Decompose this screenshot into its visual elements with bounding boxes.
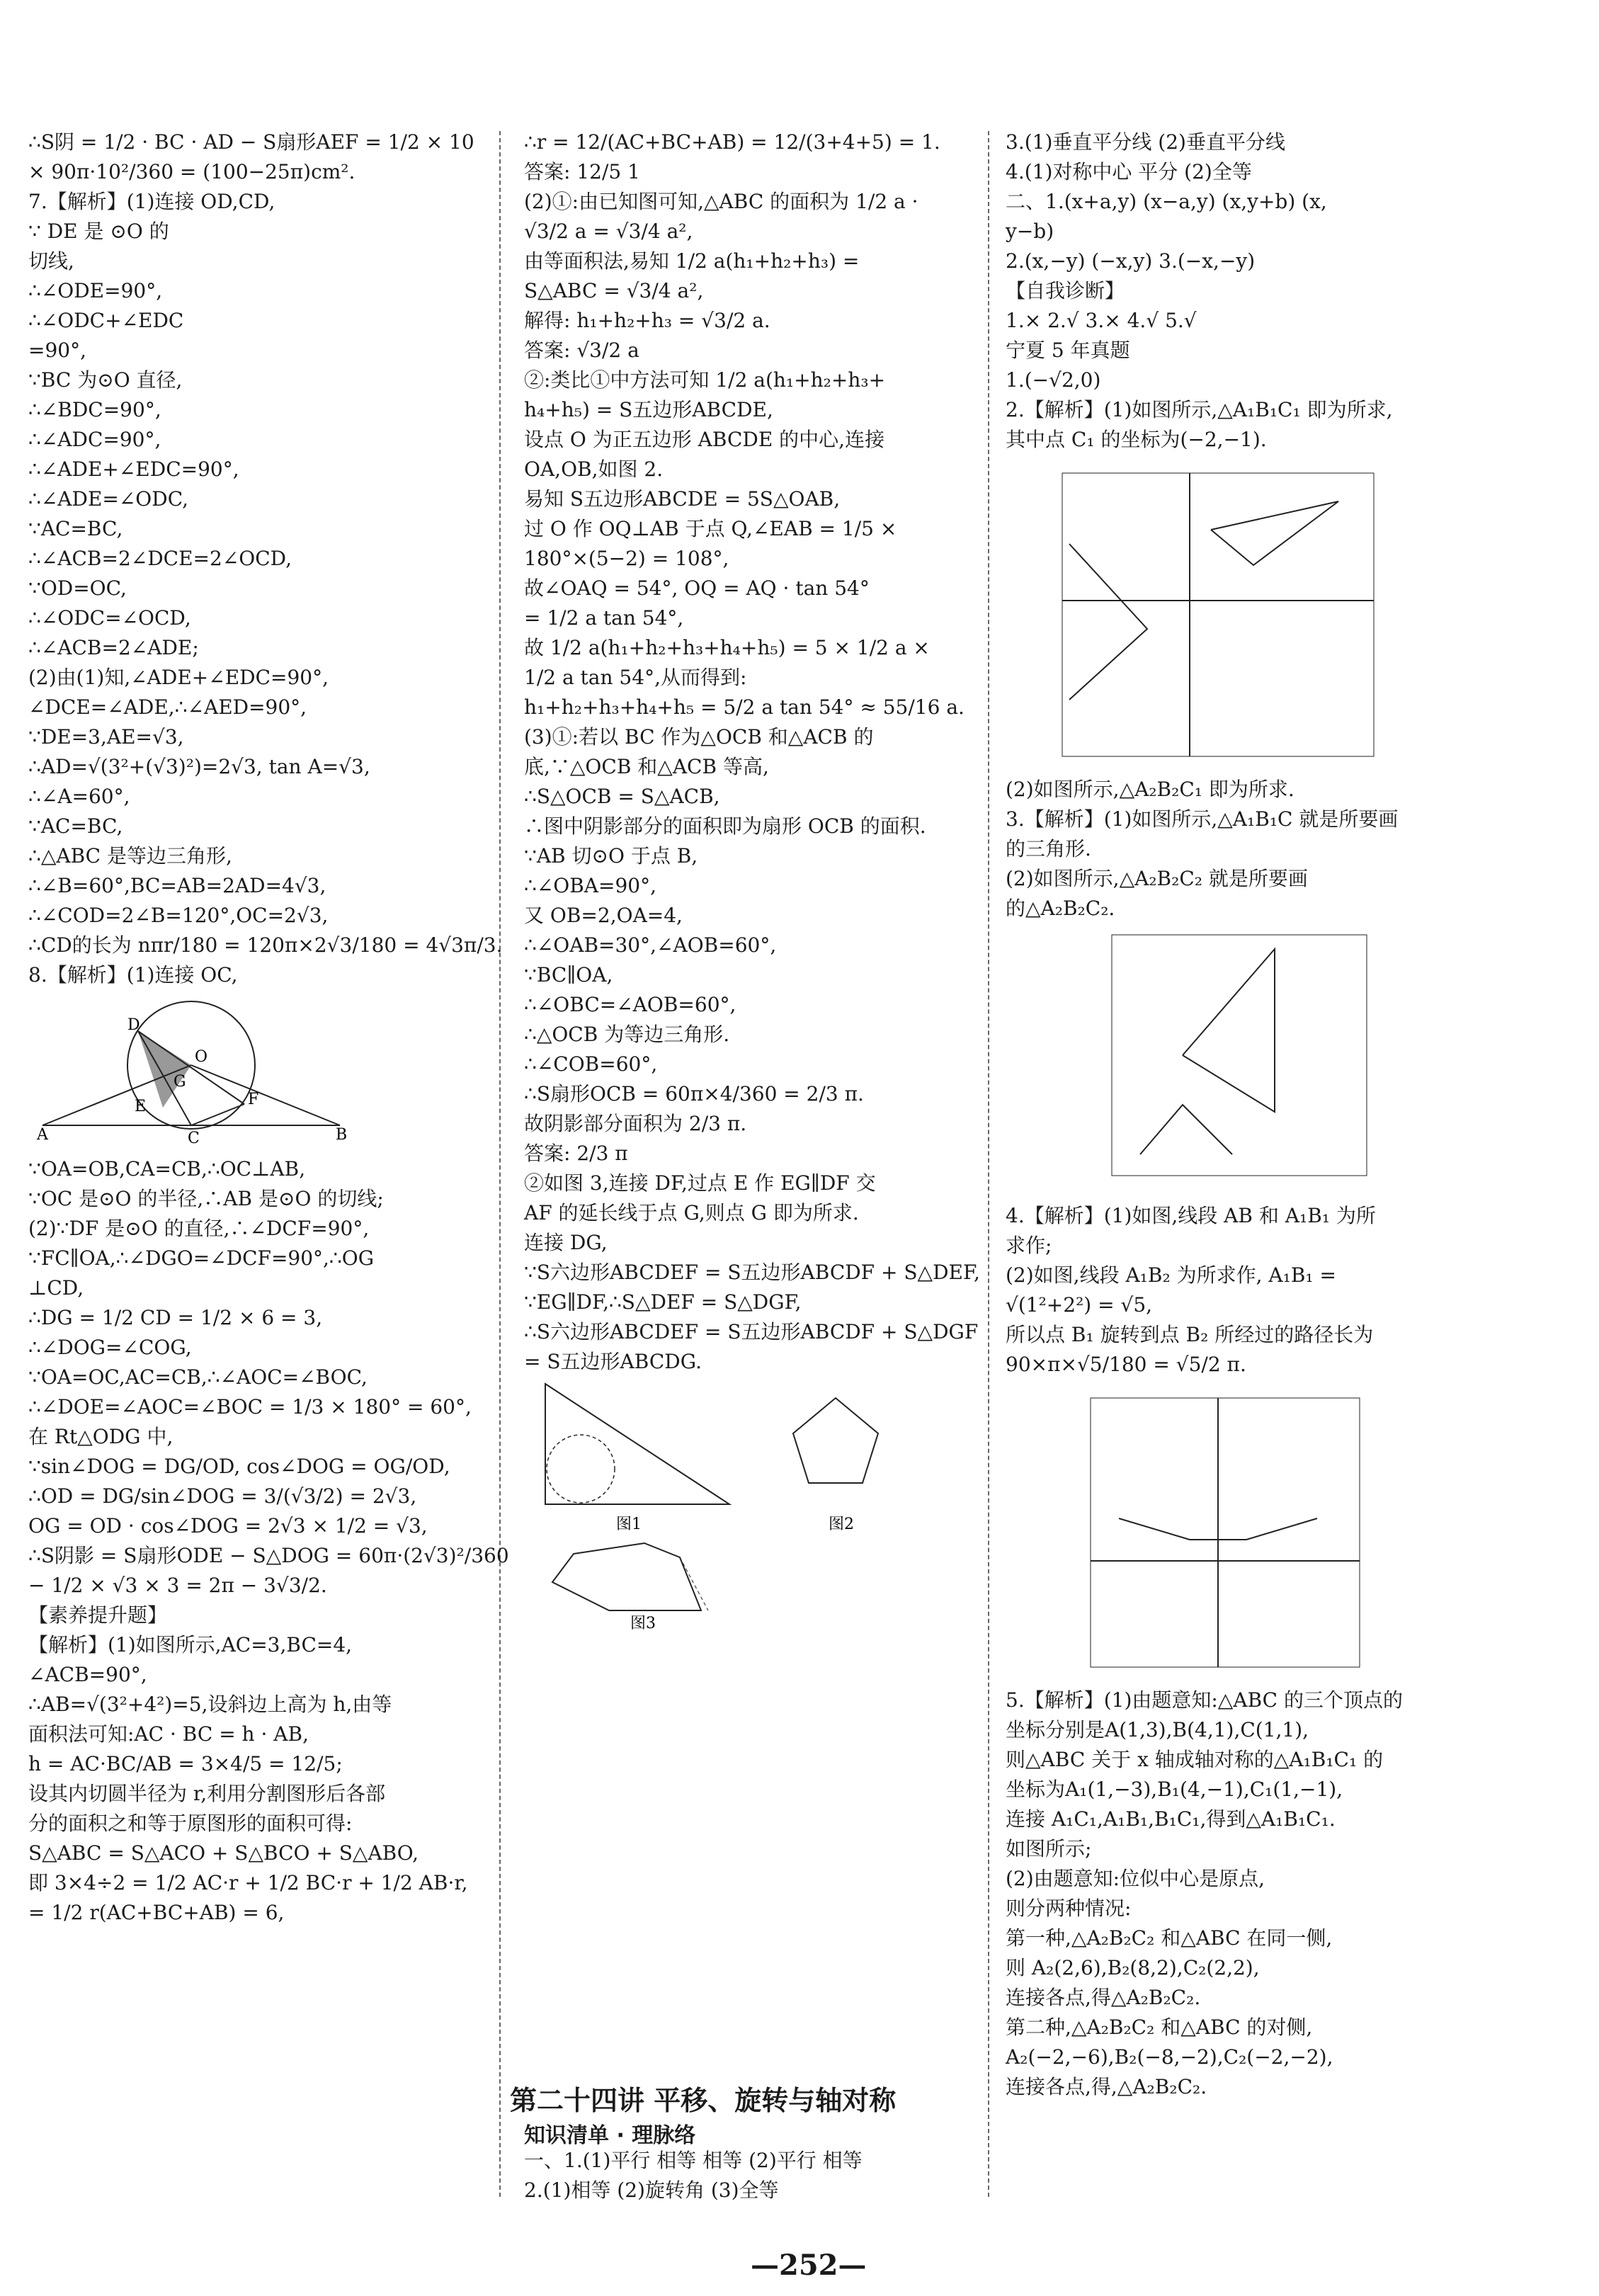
text-line: ∴图中阴影部分的面积即为扇形 OCB 的面积. xyxy=(524,814,926,838)
text-line: 坐标为A₁(1,−3),B₁(4,−1),C₁(1,−1), xyxy=(1006,1778,1343,1801)
text-line: 连接各点,得,△A₂B₂C₂. xyxy=(1006,2075,1207,2098)
text-line: ∴r = 12/(AC+BC+AB) = 12/(3+4+5) = 1. xyxy=(524,130,940,154)
text-line: (2)由(1)知,∠ADE+∠EDC=90°, xyxy=(28,666,329,689)
text-line: 1.× 2.√ 3.× 4.√ 5.√ xyxy=(1006,309,1197,332)
text-line: ∴∠ADE=∠ODC, xyxy=(28,487,189,511)
text-line: 连接 A₁C₁,A₁B₁,B₁C₁,得到△A₁B₁C₁. xyxy=(1006,1807,1336,1831)
text-line: ∴S△OCB = S△ACB, xyxy=(524,785,720,808)
figure-3-caption: 图3 xyxy=(630,1615,656,1632)
text-line: OA,OB,如图 2. xyxy=(524,458,664,481)
text-line: 连接 DG, xyxy=(524,1231,608,1254)
text-line: 一、1.(1)平行 相等 相等 (2)平行 相等 xyxy=(524,2149,863,2172)
text-line: ∴∠ODC=∠OCD, xyxy=(28,606,191,630)
text-line: 则分两种情况: xyxy=(1006,1897,1132,1920)
text-line: 【素养提升题】 xyxy=(28,1603,168,1627)
text-line: 8.【解析】(1)连接 OC, xyxy=(28,963,238,987)
text-line: 故阴影部分面积为 2/3 π. xyxy=(524,1112,747,1135)
grid-figure-4 xyxy=(1076,1384,1374,1681)
text-line: 的△A₂B₂C₂. xyxy=(1006,897,1115,920)
text-line: ∵EG∥DF,∴S△DEF = S△DGF, xyxy=(524,1290,802,1314)
text-line: 切线, xyxy=(28,249,74,273)
geometry-figures xyxy=(524,1377,977,1632)
text-line: ②如图 3,连接 DF,过点 E 作 EG∥DF 交 xyxy=(524,1171,876,1195)
text-line: = S五边形ABCDG. xyxy=(524,1350,702,1373)
text-line: ∴∠A=60°, xyxy=(28,785,130,808)
col2-tail xyxy=(524,2146,977,2205)
text-line: ∵ DE 是 ⊙O 的 xyxy=(28,220,169,243)
col1-text-b xyxy=(28,1154,509,1928)
text-line: 底,∵△OCB 和△ACB 等高, xyxy=(524,755,769,778)
text-line: ∵AC=BC, xyxy=(28,517,123,540)
text-line: 解得: h₁+h₂+h₃ = √3/2 a. xyxy=(524,309,770,332)
text-line: 坐标分别是A(1,3),B(4,1),C(1,1), xyxy=(1006,1718,1309,1741)
text-line: 【解析】(1)如图所示,AC=3,BC=4, xyxy=(28,1633,353,1656)
text-line: ∵sin∠DOG = DG/OD, cos∠DOG = OG/OD, xyxy=(28,1455,450,1478)
text-line: 故∠OAQ = 54°, OQ = AQ · tan 54° xyxy=(524,576,870,600)
text-line: y−b) xyxy=(1006,220,1054,243)
col3-text xyxy=(1006,127,1572,455)
svg-text:D: D xyxy=(127,1016,140,1034)
text-line: ∵OD=OC, xyxy=(28,576,127,600)
col3-text-a xyxy=(1006,775,1572,923)
col3-text-b xyxy=(1006,1201,1572,1380)
text-line: ⊥CD, xyxy=(28,1276,84,1300)
text-line: − 1/2 × √3 × 3 = 2π − 3√3/2. xyxy=(28,1574,327,1597)
figure-1-caption: 图1 xyxy=(616,1516,642,1533)
column-1 xyxy=(28,127,509,1928)
text-line: h₄+h₅) = S五边形ABCDE, xyxy=(524,398,773,421)
text-line: 宁夏 5 年真题 xyxy=(1006,339,1130,362)
svg-text:C: C xyxy=(188,1130,200,1147)
text-line: OG = OD · cos∠DOG = 2√3 × 1/2 = √3, xyxy=(28,1514,428,1538)
text-line: ∴∠ACB=2∠DCE=2∠OCD, xyxy=(28,547,292,570)
text-line: 第二种,△A₂B₂C₂ 和△ABC 的对侧, xyxy=(1006,2016,1313,2039)
text-line: 则△ABC 关于 x 轴成轴对称的△A₁B₁C₁ 的 xyxy=(1006,1748,1384,1771)
text-line: 的三角形. xyxy=(1006,837,1091,860)
text-line: 第一种,△A₂B₂C₂ 和△ABC 在同一侧, xyxy=(1006,1926,1333,1950)
text-line: ∴∠BDC=90°, xyxy=(28,398,161,421)
column-divider xyxy=(988,131,989,2197)
text-line: √(1²+2²) = √5, xyxy=(1006,1293,1153,1317)
text-line: ∴∠ACB=2∠ADE; xyxy=(28,636,199,659)
text-line: 在 Rt△ODG 中, xyxy=(28,1425,173,1448)
text-line: 答案: 2/3 π xyxy=(524,1142,628,1165)
text-line: 由等面积法,易知 1/2 a(h₁+h₂+h₃) = xyxy=(524,249,860,273)
text-line: (3)①:若以 BC 作为△OCB 和△ACB 的 xyxy=(524,725,874,749)
page-number: —252— xyxy=(751,2249,867,2282)
text-line: (2)∵DF 是⊙O 的直径,∴∠DCF=90°, xyxy=(28,1217,370,1240)
text-line: S△ABC = √3/4 a², xyxy=(524,279,704,302)
figure-2-caption: 图2 xyxy=(829,1516,854,1533)
text-line: ∴∠DOE=∠AOC=∠BOC = 1/3 × 180° = 60°, xyxy=(28,1395,472,1419)
text-line: ∴S六边形ABCDEF = S五边形ABCDF + S△DGF xyxy=(524,1320,979,1343)
text-line: ∵S六边形ABCDEF = S五边形ABCDF + S△DEF, xyxy=(524,1261,980,1284)
text-line: ∴AD=√(3²+(√3)²)=2√3, tan A=√3, xyxy=(28,755,370,778)
text-line: = 1/2 a tan 54°, xyxy=(524,606,684,630)
text-line: ∠DCE=∠ADE,∴∠AED=90°, xyxy=(28,695,307,719)
text-line: ∵BC 为⊙O 直径, xyxy=(28,368,183,392)
text-line: 即 3×4÷2 = 1/2 AC·r + 1/2 BC·r + 1/2 AB·r, xyxy=(28,1871,468,1894)
text-line: ∴S阴 = 1/2 · BC · AD − S扇形AEF = 1/2 × 10 xyxy=(28,130,474,154)
text-line: 其中点 C₁ 的坐标为(−2,−1). xyxy=(1006,428,1267,451)
text-line: ∵OC 是⊙O 的半径,∴AB 是⊙O 的切线; xyxy=(28,1187,384,1210)
text-line: ∴△OCB 为等边三角形. xyxy=(524,1023,730,1046)
text-line: ∴DG = 1/2 CD = 1/2 × 6 = 3, xyxy=(28,1306,323,1329)
text-line: ∴∠B=60°,BC=AB=2AD=4√3, xyxy=(28,874,326,897)
lecture-title: 第二十四讲 平移、旋转与轴对称 xyxy=(510,2085,897,2116)
text-line: 3.【解析】(1)如图所示,△A₁B₁C 就是所要画 xyxy=(1006,807,1399,831)
text-line: h = AC·BC/AB = 3×4/5 = 12/5; xyxy=(28,1752,343,1775)
text-line: 又 OB=2,OA=4, xyxy=(524,904,683,927)
text-line: ∵AC=BC, xyxy=(28,814,123,838)
circle-figure-8 xyxy=(28,994,348,1150)
text-line: 答案: √3/2 a xyxy=(524,339,639,362)
text-line: h₁+h₂+h₃+h₄+h₅ = 5/2 a tan 54° ≈ 55/16 a. xyxy=(524,695,964,719)
text-line: (2)由题意知:位似中心是原点, xyxy=(1006,1867,1265,1890)
text-line: 90×π×√5/180 = √5/2 π. xyxy=(1006,1353,1246,1376)
text-line: ∴∠OBC=∠AOB=60°, xyxy=(524,993,736,1016)
text-line: 1.(−√2,0) xyxy=(1006,368,1101,392)
text-line: 所以点 B₁ 旋转到点 B₂ 所经过的路径长为 xyxy=(1006,1323,1374,1346)
text-line: (2)如图所示,△A₂B₂C₂ 就是所要画 xyxy=(1006,867,1308,890)
text-line: ∴∠COD=2∠B=120°,OC=2√3, xyxy=(28,904,329,927)
column-2 xyxy=(524,127,980,1632)
text-line: √3/2 a = √3/4 a², xyxy=(524,220,693,243)
text-line: (2)①:由已知图可知,△ABC 的面积为 1/2 a · xyxy=(524,190,918,213)
text-line: ∴∠ODC+∠EDC xyxy=(28,309,184,332)
text-line: ∵OA=OB,CA=CB,∴OC⊥AB, xyxy=(28,1157,306,1181)
text-line: ∵DE=3,AE=√3, xyxy=(28,725,184,749)
text-line: (2)如图,线段 A₁B₂ 为所求作, A₁B₁ = xyxy=(1006,1263,1337,1287)
text-line: = 1/2 r(AC+BC+AB) = 6, xyxy=(28,1901,285,1924)
text-line: 则 A₂(2,6),B₂(8,2),C₂(2,2), xyxy=(1006,1956,1260,1979)
text-line: 3.(1)垂直平分线 (2)垂直平分线 xyxy=(1006,130,1285,154)
svg-text:O: O xyxy=(195,1048,208,1066)
grid-figure-3 xyxy=(1091,928,1374,1197)
col1-text xyxy=(28,127,503,990)
text-line: ∴∠OAB=30°,∠AOB=60°, xyxy=(524,933,777,957)
text-line: ∴∠DOG=∠COG, xyxy=(28,1336,192,1359)
text-line: 求作; xyxy=(1006,1234,1052,1257)
text-line: (2)如图所示,△A₂B₂C₁ 即为所求. xyxy=(1006,778,1294,801)
text-line: ∴∠ODE=90°, xyxy=(28,279,163,302)
text-line: ∴△ABC 是等边三角形, xyxy=(28,844,232,868)
text-line: 易知 S五边形ABCDE = 5S△OAB, xyxy=(524,487,841,511)
text-line: 2.【解析】(1)如图所示,△A₁B₁C₁ 即为所求, xyxy=(1006,398,1393,421)
text-line: ∴CD的长为 nπr/180 = 120π×2√3/180 = 4√3π/3. xyxy=(28,933,503,957)
text-line: 设点 O 为正五边形 ABCDE 的中心,连接 xyxy=(524,428,885,451)
text-line: 面积法可知:AC · BC = h · AB, xyxy=(28,1722,309,1746)
text-line: ∵FC∥OA,∴∠DGO=∠DCF=90°,∴OG xyxy=(28,1246,375,1270)
text-line: ∴∠COB=60°, xyxy=(524,1052,658,1076)
text-line: =90°, xyxy=(28,339,86,362)
svg-text:E: E xyxy=(135,1098,147,1115)
svg-text:G: G xyxy=(173,1073,186,1091)
text-line: 2.(x,−y) (−x,y) 3.(−x,−y) xyxy=(1006,249,1256,273)
text-line: 分的面积之和等于原图形的面积可得: xyxy=(28,1812,353,1835)
text-line: AF 的延长线于点 G,则点 G 即为所求. xyxy=(524,1201,859,1224)
text-line: 设其内切圆半径为 r,利用分割图形后各部 xyxy=(28,1782,386,1805)
text-line: ∵AB 切⊙O 于点 B, xyxy=(524,844,698,868)
text-line: 2.(1)相等 (2)旋转角 (3)全等 xyxy=(524,2178,779,2202)
figures-1-3 xyxy=(524,1377,977,1632)
text-line: 二、1.(x+a,y) (x−a,y) (x,y+b) (x, xyxy=(1006,190,1327,213)
text-line: 过 O 作 OQ⊥AB 于点 Q,∠EAB = 1/5 × xyxy=(524,517,897,540)
text-line: ∴AB=√(3²+4²)=5,设斜边上高为 h,由等 xyxy=(28,1693,392,1716)
svg-text:B: B xyxy=(336,1126,348,1144)
text-line: ∴∠ADC=90°, xyxy=(28,428,161,451)
grid-figure-2 xyxy=(1048,459,1388,771)
text-line: ∴∠ADE+∠EDC=90°, xyxy=(28,458,239,481)
text-line: 180°×(5−2) = 108°, xyxy=(524,547,729,570)
text-line: ∴∠OBA=90°, xyxy=(524,874,657,897)
text-line: ∴S阴影 = S扇形ODE − S△DOG = 60π·(2√3)²/360 xyxy=(28,1544,509,1567)
text-line: ∴S扇形OCB = 60π×4/360 = 2/3 π. xyxy=(524,1082,864,1106)
col3-text-c xyxy=(1006,1686,1572,2102)
text-line: 如图所示; xyxy=(1006,1837,1092,1860)
text-line: 1/2 a tan 54°,从而得到: xyxy=(524,666,747,689)
text-line: 连接各点,得△A₂B₂C₂. xyxy=(1006,1986,1201,2009)
text-line: S△ABC = S△ACO + S△BCO + S△ABO, xyxy=(28,1841,419,1865)
text-line: ∴OD = DG/sin∠DOG = 3/(√3/2) = 2√3, xyxy=(28,1484,417,1508)
text-line: 4.【解析】(1)如图,线段 AB 和 A₁B₁ 为所 xyxy=(1006,1204,1376,1227)
text-line: ②:类比①中方法可知 1/2 a(h₁+h₂+h₃+ xyxy=(524,368,886,392)
text-line: 4.(1)对称中心 平分 (2)全等 xyxy=(1006,160,1252,183)
text-line: 5.【解析】(1)由题意知:△ABC 的三个顶点的 xyxy=(1006,1688,1403,1712)
svg-text:F: F xyxy=(248,1091,259,1108)
column-3 xyxy=(1006,127,1572,2102)
text-line: × 90π·10²/360 = (100−25π)cm². xyxy=(28,160,355,183)
svg-text:A: A xyxy=(37,1126,48,1144)
text-line: 【自我诊断】 xyxy=(1006,279,1125,302)
col2-text xyxy=(524,127,980,1377)
text-line: ∠ACB=90°, xyxy=(28,1663,147,1686)
text-line: 故 1/2 a(h₁+h₂+h₃+h₄+h₅) = 5 × 1/2 a × xyxy=(524,636,930,659)
text-line: ∵BC∥OA, xyxy=(524,963,613,987)
column-divider xyxy=(499,131,501,2197)
text-line: 答案: 12/5 1 xyxy=(524,160,640,183)
text-line: 7.【解析】(1)连接 OD,CD, xyxy=(28,190,275,213)
knowledge-heading: 知识清单 · 理脉络 xyxy=(524,2123,696,2148)
text-line: ∵OA=OC,AC=CB,∴∠AOC=∠BOC, xyxy=(28,1365,368,1389)
text-line: A₂(−2,−6),B₂(−8,−2),C₂(−2,−2), xyxy=(1006,2045,1333,2069)
